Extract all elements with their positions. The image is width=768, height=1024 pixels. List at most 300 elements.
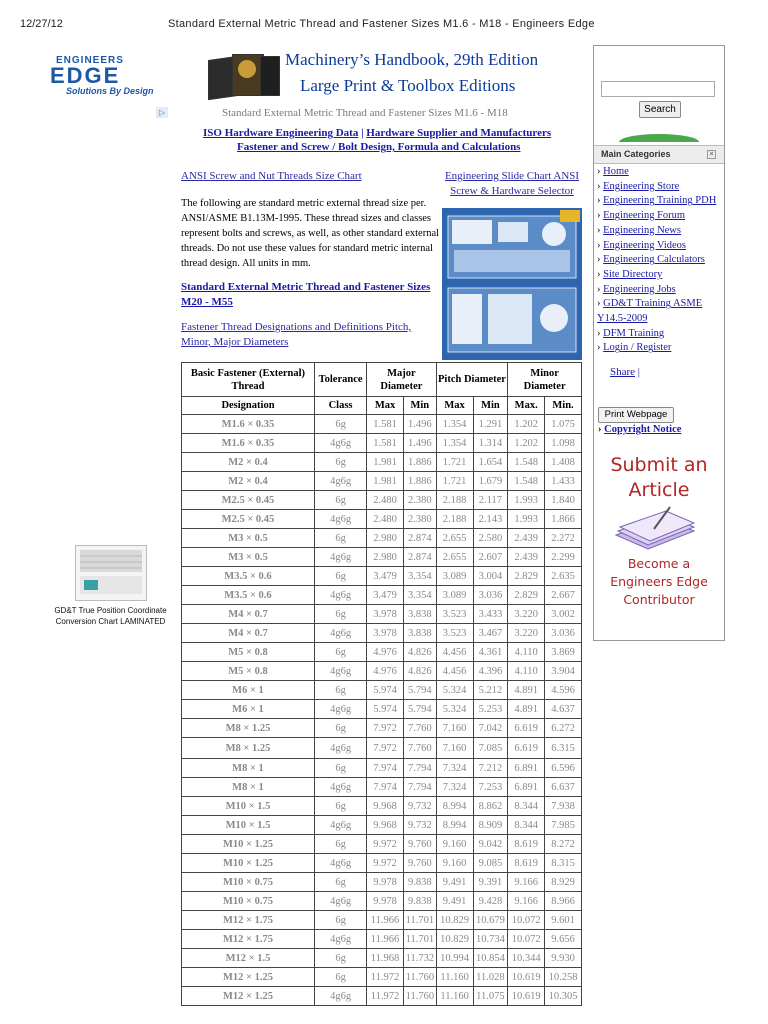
class-cell: 4g6g — [314, 624, 366, 643]
header-minor-max: Max. — [508, 397, 545, 415]
minor-min-cell: 2.299 — [545, 548, 582, 567]
header-designation: Designation — [182, 397, 315, 415]
header-tolerance: Tolerance — [314, 363, 366, 397]
category-link[interactable]: Engineering Jobs — [603, 283, 676, 295]
major-min-cell: 7.760 — [403, 738, 436, 759]
pitch-min-cell: 1.314 — [473, 434, 508, 453]
pitch-min-cell: 9.042 — [473, 835, 508, 854]
class-cell: 6g — [314, 681, 366, 700]
pitch-max-cell: 9.160 — [436, 854, 473, 873]
class-cell: 4g6g — [314, 738, 366, 759]
major-min-cell: 1.496 — [403, 434, 436, 453]
class-cell: 6g — [314, 835, 366, 854]
designation-cell: M3 × 0.5 — [182, 529, 315, 548]
pitch-min-cell: 4.361 — [473, 643, 508, 662]
pitch-max-cell: 3.089 — [436, 567, 473, 586]
header-class: Class — [314, 397, 366, 415]
minor-min-cell: 4.596 — [545, 681, 582, 700]
pitch-max-cell: 7.160 — [436, 719, 473, 738]
category-item: › GD&T Training ASME Y14.5-2009 — [597, 298, 703, 325]
pitch-min-cell: 5.212 — [473, 681, 508, 700]
pitch-min-cell: 1.654 — [473, 453, 508, 472]
table-row — [182, 911, 582, 930]
class-cell: 4g6g — [314, 930, 366, 949]
minor-max-cell: 10.072 — [508, 930, 545, 949]
pitch-min-cell: 2.607 — [473, 548, 508, 567]
major-max-cell: 1.581 — [367, 434, 404, 453]
thread-designations-link[interactable]: Fastener Thread Designations and Definitions Pitch, Minor, Major Diameters — [181, 321, 412, 348]
major-min-cell: 11.701 — [403, 911, 436, 930]
minor-max-cell: 1.202 — [508, 434, 545, 453]
pitch-min-cell: 2.117 — [473, 491, 508, 510]
table-row — [182, 719, 582, 738]
major-min-cell: 3.838 — [403, 605, 436, 624]
pitch-max-cell: 10.994 — [436, 949, 473, 968]
pitch-max-cell: 9.491 — [436, 892, 473, 911]
search-button[interactable]: Search — [639, 101, 681, 118]
ad-choices-icon[interactable]: ▷ — [156, 107, 168, 118]
major-min-cell: 1.886 — [403, 453, 436, 472]
major-max-cell: 3.978 — [367, 624, 404, 643]
fastener-design-link[interactable]: Fastener and Screw / Bolt Design, Formula and Calculations — [237, 141, 521, 153]
minor-max-cell: 3.220 — [508, 605, 545, 624]
designation-cell: M12 × 1.5 — [182, 949, 315, 968]
major-max-cell: 9.968 — [367, 816, 404, 835]
major-max-cell: 11.972 — [367, 968, 404, 987]
minor-min-cell: 2.667 — [545, 586, 582, 605]
category-item: › Engineering Forum — [597, 210, 686, 222]
minor-max-cell: 1.993 — [508, 491, 545, 510]
fastener-design-row — [237, 141, 520, 153]
category-item: › Engineering Training PDH — [597, 195, 717, 207]
designation-cell: M3.5 × 0.6 — [182, 586, 315, 605]
share-row — [610, 366, 640, 378]
submit-article-line2[interactable]: Article — [628, 479, 690, 501]
minor-min-cell: 6.637 — [545, 778, 582, 797]
copyright-row: › Copyright Notice — [598, 424, 682, 435]
major-max-cell: 7.972 — [367, 738, 404, 759]
class-cell: 6g — [314, 415, 366, 434]
designation-cell: M8 × 1 — [182, 778, 315, 797]
header-pitch-max: Max — [436, 397, 473, 415]
designation-cell: M5 × 0.8 — [182, 643, 315, 662]
category-link[interactable]: DFM Training — [603, 327, 665, 339]
minor-max-cell: 1.548 — [508, 453, 545, 472]
right-sidebar — [593, 45, 725, 641]
designation-cell: M12 × 1.25 — [182, 968, 315, 987]
table-row — [182, 759, 582, 778]
hardware-supplier-link[interactable]: Hardware Supplier and Manufacturers — [366, 127, 552, 139]
category-item: › DFM Training — [597, 327, 665, 339]
minor-max-cell: 4.110 — [508, 662, 545, 681]
class-cell: 6g — [314, 911, 366, 930]
minor-min-cell: 1.075 — [545, 415, 582, 434]
table-row — [182, 624, 582, 643]
major-min-cell: 2.380 — [403, 491, 436, 510]
pitch-max-cell: 5.324 — [436, 700, 473, 719]
table-row — [182, 510, 582, 529]
link-separator: | — [358, 127, 367, 139]
major-min-cell: 7.760 — [403, 719, 436, 738]
major-min-cell: 5.794 — [403, 700, 436, 719]
pitch-min-cell: 3.036 — [473, 586, 508, 605]
minor-max-cell: 4.891 — [508, 700, 545, 719]
pitch-max-cell: 2.655 — [436, 529, 473, 548]
class-cell: 6g — [314, 605, 366, 624]
minor-max-cell: 10.072 — [508, 911, 545, 930]
logo-top-text: ENGINEERS — [56, 55, 124, 66]
pitch-min-cell: 7.042 — [473, 719, 508, 738]
class-cell: 4g6g — [314, 548, 366, 567]
table-row — [182, 797, 582, 816]
table-row — [182, 873, 582, 892]
header-major-max: Max — [367, 397, 404, 415]
category-link[interactable]: Login / Register — [603, 342, 672, 354]
table-row — [182, 662, 582, 681]
pitch-max-cell: 3.089 — [436, 586, 473, 605]
minor-max-cell: 10.619 — [508, 987, 545, 1006]
category-item: › Engineering Calculators — [597, 254, 705, 266]
minor-max-cell: 9.166 — [508, 873, 545, 892]
minor-min-cell: 3.002 — [545, 605, 582, 624]
class-cell: 4g6g — [314, 586, 366, 605]
class-cell: 4g6g — [314, 854, 366, 873]
minor-max-cell: 6.619 — [508, 719, 545, 738]
category-item: › Login / Register — [597, 342, 672, 354]
class-cell: 6g — [314, 968, 366, 987]
minor-max-cell: 1.202 — [508, 415, 545, 434]
major-min-cell: 11.732 — [403, 949, 436, 968]
table-row — [182, 415, 582, 434]
category-item: › Home — [597, 166, 629, 177]
major-min-cell: 11.760 — [403, 987, 436, 1006]
major-min-cell: 1.496 — [403, 415, 436, 434]
major-min-cell: 2.380 — [403, 510, 436, 529]
green-arc-decoration — [619, 134, 699, 142]
class-cell: 6g — [314, 719, 366, 738]
pitch-max-cell: 2.655 — [436, 548, 473, 567]
pitch-max-cell: 1.721 — [436, 453, 473, 472]
header-major-min: Min — [403, 397, 436, 415]
minor-max-cell: 6.891 — [508, 759, 545, 778]
major-min-cell: 9.732 — [403, 816, 436, 835]
pitch-min-cell: 1.291 — [473, 415, 508, 434]
major-max-cell: 4.976 — [367, 662, 404, 681]
minor-max-cell: 2.439 — [508, 548, 545, 567]
pitch-min-cell: 7.212 — [473, 759, 508, 778]
category-link[interactable]: Site Directory — [603, 268, 663, 280]
minor-min-cell: 8.272 — [545, 835, 582, 854]
pitch-max-cell: 3.523 — [436, 624, 473, 643]
pitch-max-cell: 10.829 — [436, 930, 473, 949]
designation-cell: M1.6 × 0.35 — [182, 434, 315, 453]
major-min-cell: 2.874 — [403, 548, 436, 567]
category-item: › Engineering Jobs — [597, 283, 676, 295]
pitch-max-cell: 4.456 — [436, 662, 473, 681]
major-max-cell: 11.972 — [367, 987, 404, 1006]
category-link[interactable]: Engineering News — [603, 224, 681, 236]
pitch-max-cell: 1.354 — [436, 434, 473, 453]
table-row — [182, 700, 582, 719]
minor-min-cell: 9.930 — [545, 949, 582, 968]
major-max-cell: 9.978 — [367, 892, 404, 911]
designation-cell: M2.5 × 0.45 — [182, 510, 315, 529]
pitch-max-cell: 4.456 — [436, 643, 473, 662]
paper-stack-graphic — [610, 505, 698, 555]
table-row — [182, 434, 582, 453]
category-link[interactable]: GD&T Training ASME Y14.5-2009 — [597, 298, 703, 325]
minor-min-cell: 6.272 — [545, 719, 582, 738]
designation-cell: M10 × 0.75 — [182, 892, 315, 911]
table-row — [182, 930, 582, 949]
class-cell: 6g — [314, 491, 366, 510]
print-title: Standard External Metric Thread and Fastener Sizes M1.6 - M18 - Engineers Edge — [168, 18, 595, 30]
m20-m55-link[interactable]: Standard External Metric Thread and Fastener Sizes M20 - M55 — [181, 281, 431, 308]
copyright-notice-link[interactable]: Copyright Notice — [604, 424, 682, 435]
pitch-min-cell: 3.433 — [473, 605, 508, 624]
pitch-max-cell: 11.160 — [436, 987, 473, 1006]
class-cell: 4g6g — [314, 510, 366, 529]
minor-max-cell: 3.220 — [508, 624, 545, 643]
designation-cell: M12 × 1.25 — [182, 987, 315, 1006]
major-max-cell: 1.581 — [367, 415, 404, 434]
designation-cell: M2.5 × 0.45 — [182, 491, 315, 510]
minor-min-cell: 9.601 — [545, 911, 582, 930]
category-link[interactable]: Engineering Store — [603, 180, 680, 192]
pitch-min-cell: 9.391 — [473, 873, 508, 892]
minor-max-cell: 2.829 — [508, 586, 545, 605]
header-minor-diameter: Minor Diameter — [508, 363, 582, 397]
main-categories-title: Main Categories — [601, 149, 671, 159]
major-max-cell: 3.978 — [367, 605, 404, 624]
handbook-books-image[interactable] — [208, 52, 280, 98]
pitch-max-cell: 9.160 — [436, 835, 473, 854]
banner-title-line1[interactable]: Machinery’s Handbook, 29th Edition — [285, 50, 539, 69]
pitch-max-cell: 1.721 — [436, 472, 473, 491]
header-major-diameter: Major Diameter — [367, 363, 437, 397]
table-row — [182, 491, 582, 510]
gdt-chart-caption[interactable]: GD&T True Position Coordinate Conversion Chart LAMINATED — [54, 606, 167, 626]
minor-min-cell: 1.098 — [545, 434, 582, 453]
minor-max-cell: 2.439 — [508, 529, 545, 548]
class-cell: 4g6g — [314, 892, 366, 911]
class-cell: 6g — [314, 873, 366, 892]
collapse-icon[interactable]: × — [707, 150, 716, 159]
table-row — [182, 968, 582, 987]
designation-cell: M5 × 0.8 — [182, 662, 315, 681]
category-item: › Engineering Store — [597, 180, 680, 192]
header-pitch-diameter: Pitch Diameter — [436, 363, 508, 397]
table-row — [182, 949, 582, 968]
table-row — [182, 529, 582, 548]
pitch-min-cell: 10.679 — [473, 911, 508, 930]
major-max-cell: 7.974 — [367, 759, 404, 778]
iso-hardware-link[interactable]: ISO Hardware Engineering Data — [203, 127, 359, 139]
designation-cell: M10 × 1.5 — [182, 797, 315, 816]
designation-cell: M2 × 0.4 — [182, 472, 315, 491]
major-min-cell: 7.794 — [403, 778, 436, 797]
print-webpage-button[interactable]: Print Webpage — [598, 407, 674, 423]
class-cell: 4g6g — [314, 472, 366, 491]
contributor-line2[interactable]: Engineers Edge — [610, 574, 708, 589]
major-min-cell: 9.760 — [403, 835, 436, 854]
designation-cell: M1.6 × 0.35 — [182, 415, 315, 434]
pitch-min-cell: 9.428 — [473, 892, 508, 911]
designation-cell: M8 × 1.25 — [182, 738, 315, 759]
class-cell: 4g6g — [314, 700, 366, 719]
pitch-min-cell: 1.679 — [473, 472, 508, 491]
submit-article-line1[interactable]: Submit an — [610, 454, 708, 476]
header-basic-fastener: Basic Fastener (External) Thread — [182, 363, 315, 397]
major-max-cell: 2.480 — [367, 491, 404, 510]
class-cell: 6g — [314, 759, 366, 778]
class-cell: 6g — [314, 529, 366, 548]
table-row — [182, 987, 582, 1006]
submit-article-image[interactable] — [610, 505, 698, 555]
pitch-min-cell: 3.467 — [473, 624, 508, 643]
major-max-cell: 9.972 — [367, 854, 404, 873]
minor-max-cell: 6.619 — [508, 738, 545, 759]
thread-size-table — [181, 362, 582, 1006]
category-link[interactable]: Engineering Forum — [603, 210, 686, 222]
header-minor-min: Min. — [545, 397, 582, 415]
minor-min-cell: 10.305 — [545, 987, 582, 1006]
main-categories-header — [594, 145, 724, 164]
minor-max-cell: 8.344 — [508, 797, 545, 816]
table-row — [182, 605, 582, 624]
table-row — [182, 567, 582, 586]
slide-chart-link[interactable]: Engineering Slide Chart ANSI Screw & Hardware Selector — [444, 170, 580, 197]
category-item: › Site Directory — [597, 268, 663, 280]
major-max-cell: 7.974 — [367, 778, 404, 797]
ansi-size-chart-link[interactable]: ANSI Screw and Nut Threads Size Chart — [181, 170, 362, 182]
designation-cell: M8 × 1.25 — [182, 719, 315, 738]
class-cell: 4g6g — [314, 434, 366, 453]
pitch-max-cell: 2.188 — [436, 510, 473, 529]
gdt-chart-ad[interactable] — [48, 545, 173, 627]
engineers-edge-logo[interactable] — [50, 55, 165, 97]
designation-cell: M10 × 1.5 — [182, 816, 315, 835]
table-row — [182, 835, 582, 854]
major-max-cell: 4.976 — [367, 643, 404, 662]
major-min-cell: 7.794 — [403, 759, 436, 778]
category-link[interactable]: Engineering Calculators — [603, 254, 705, 266]
major-min-cell: 3.838 — [403, 624, 436, 643]
major-min-cell: 9.838 — [403, 892, 436, 911]
major-max-cell: 2.980 — [367, 529, 404, 548]
class-cell: 4g6g — [314, 987, 366, 1006]
table-row — [182, 548, 582, 567]
gdt-chart-image — [75, 545, 147, 601]
minor-max-cell: 4.891 — [508, 681, 545, 700]
minor-max-cell: 9.166 — [508, 892, 545, 911]
class-cell: 4g6g — [314, 662, 366, 681]
minor-min-cell: 9.656 — [545, 930, 582, 949]
minor-min-cell: 3.036 — [545, 624, 582, 643]
category-item: › Engineering Videos — [597, 239, 686, 251]
designation-cell: M12 × 1.75 — [182, 930, 315, 949]
major-min-cell: 4.826 — [403, 662, 436, 681]
share-link[interactable]: Share — [610, 366, 636, 378]
designation-cell: M10 × 1.25 — [182, 835, 315, 854]
minor-min-cell: 1.433 — [545, 472, 582, 491]
share-separator: | — [635, 366, 640, 378]
major-max-cell: 5.974 — [367, 681, 404, 700]
slide-chart-image[interactable] — [442, 208, 582, 360]
logo-tagline: Solutions By Design — [66, 86, 154, 96]
major-max-cell: 1.981 — [367, 453, 404, 472]
pitch-max-cell: 7.160 — [436, 738, 473, 759]
pitch-max-cell: 2.188 — [436, 491, 473, 510]
header-pitch-min: Min — [473, 397, 508, 415]
contributor-line3[interactable]: Contributor — [623, 592, 695, 607]
pitch-min-cell: 10.734 — [473, 930, 508, 949]
major-max-cell: 1.981 — [367, 472, 404, 491]
major-max-cell: 5.974 — [367, 700, 404, 719]
pitch-min-cell: 7.085 — [473, 738, 508, 759]
minor-min-cell: 1.840 — [545, 491, 582, 510]
major-min-cell: 1.886 — [403, 472, 436, 491]
major-min-cell: 2.874 — [403, 529, 436, 548]
minor-min-cell: 3.904 — [545, 662, 582, 681]
search-input[interactable] — [601, 81, 715, 97]
minor-max-cell: 1.993 — [508, 510, 545, 529]
major-min-cell: 9.732 — [403, 797, 436, 816]
major-min-cell: 3.354 — [403, 586, 436, 605]
table-row — [182, 472, 582, 491]
class-cell: 6g — [314, 567, 366, 586]
major-min-cell: 9.838 — [403, 873, 436, 892]
category-link[interactable]: Engineering Training PDH — [603, 195, 717, 207]
category-link[interactable]: Home — [603, 166, 629, 177]
print-date: 12/27/12 — [20, 18, 63, 30]
major-min-cell: 11.760 — [403, 968, 436, 987]
designation-cell: M4 × 0.7 — [182, 605, 315, 624]
minor-min-cell: 7.985 — [545, 816, 582, 835]
category-link[interactable]: Engineering Videos — [603, 239, 686, 251]
table-row — [182, 738, 582, 759]
designation-cell: M8 × 1 — [182, 759, 315, 778]
pitch-max-cell: 7.324 — [436, 759, 473, 778]
major-min-cell: 11.701 — [403, 930, 436, 949]
major-min-cell: 4.826 — [403, 643, 436, 662]
pitch-max-cell: 3.523 — [436, 605, 473, 624]
contributor-line1[interactable]: Become a — [627, 556, 691, 571]
minor-min-cell: 4.637 — [545, 700, 582, 719]
table-row — [182, 643, 582, 662]
designation-cell: M6 × 1 — [182, 700, 315, 719]
page-heading: Standard External Metric Thread and Fastener Sizes M1.6 - M18 — [222, 107, 508, 119]
minor-max-cell: 2.829 — [508, 567, 545, 586]
minor-max-cell: 6.891 — [508, 778, 545, 797]
pitch-max-cell: 1.354 — [436, 415, 473, 434]
pitch-min-cell: 8.909 — [473, 816, 508, 835]
pitch-min-cell: 7.253 — [473, 778, 508, 797]
minor-max-cell: 8.619 — [508, 835, 545, 854]
pitch-min-cell: 11.075 — [473, 987, 508, 1006]
major-max-cell: 11.968 — [367, 949, 404, 968]
pitch-max-cell: 10.829 — [436, 911, 473, 930]
print-header — [0, 18, 768, 32]
minor-min-cell: 3.869 — [545, 643, 582, 662]
pitch-min-cell: 9.085 — [473, 854, 508, 873]
major-max-cell: 9.968 — [367, 797, 404, 816]
minor-min-cell: 1.866 — [545, 510, 582, 529]
pitch-max-cell: 8.994 — [436, 816, 473, 835]
major-max-cell: 7.972 — [367, 719, 404, 738]
banner-title-line2[interactable]: Large Print & Toolbox Editions — [300, 76, 516, 95]
major-max-cell: 11.966 — [367, 911, 404, 930]
